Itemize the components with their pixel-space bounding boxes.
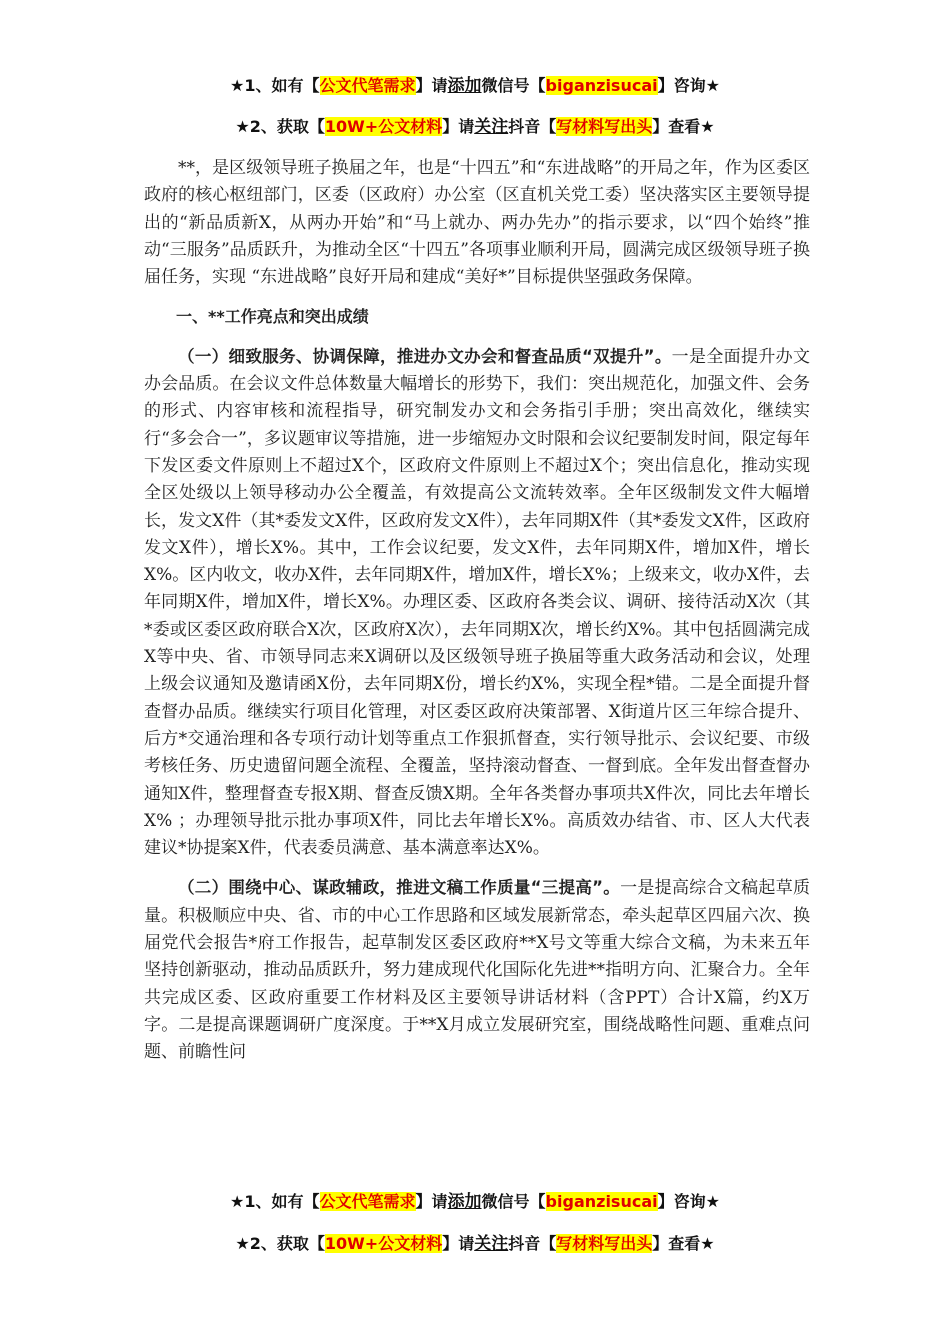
ad-line-2 [0,112,950,137]
ad-text: 】请 [442,117,475,136]
ad-text: 】请 [415,1192,448,1211]
ad-text: 】查看★ [652,117,715,136]
ad-text: 】请 [442,1234,475,1253]
ad-emphasis: 添加 [447,1192,482,1212]
ad-text: ★1、如有【 [230,76,320,95]
ad-text: 】请 [415,76,448,95]
ad-text: 抖音【 [508,117,557,136]
document-body [144,155,810,1067]
ad-highlight: 写材料写出头 [556,117,653,136]
section-paragraph-2 [144,874,810,1066]
ad-line-2-footer [0,1229,950,1254]
ad-text: ★2、获取【 [235,1234,325,1253]
paragraph-text: 一是提高综合文稿起草质量。积极顺应中央、省、市的中心工作思路和区域发展新常态，牵头起草区四届六次、换届党代会报告*府工作报告，起草制发区委区政府**X号文等重大综合文稿，为未来五年坚持创新驱动，推动品质跃升，努力建成现代化国际化先进**指明方向、汇聚合力。全年共完成区委、区政府重要工作材料及区主要领导讲话材料（含PPT）合计X篇，约X万字。二是提高课题调研广度深度。于**X月成立发展研究室，围绕战略性问题、重难点问题、前瞻性问 [144,878,810,1063]
ad-highlight: 10W+公文材料 [324,1234,443,1253]
ad-text: 微信号【 [481,76,546,95]
ad-highlight: 公文代笔需求 [319,1192,416,1211]
section-heading: 一、**工作亮点和突出成绩 [176,307,369,327]
ad-text: 】查看★ [652,1234,715,1253]
paragraph-text: 一是全面提升办文办会品质。在会议文件总体数量大幅增长的形势下，我们：突出规范化，加强文件、会务的形式、内容审核和流程指导，研究制发办文和会务指引手册；突出高效化，继续实行“多会合一”，多议题审议等措施，进一步缩短办文时限和会议纪要制发时间，限定每年下发区委文件原则上不超过X个，区政府文件原则上不超过X个；突出信息化，推动实现全区处级以上领导移动办公全覆盖，有效提高公文流转效率。全年区级制发文件大幅增长，发文X件（其*委发文X件，区政府发文X件），去年同期X件（其*委发文X件，区政府发文X件），增长X%。其中，工作会议纪要，发文X件，去年同期X件，增加X件，增长X%。区内收文，收办X件，去年同期X件，增加X件，增长X%；上级来文，收办X件，去年同期X件，增加X件，增长X%。办理区委、区政府各类会议、调研、接待活动X次（其*委或区委区政府联合X次，区政府X次），去年同期X次，增长约X%。其中包括圆满完成X等中央、省、市领导同志来X调研以及区级领导班子换届等重大政务活动和会议，处理上级会议通知及邀请函X份，去年同期X份，增长约X%，实现全程*错。二是全面提升督查督办品质。继续实行项目化管理，对区委区政府决策部署、X街道片区三年综合提升、后方*交通治理和各专项行动计划等重点工作狠抓督查，实行领导批示、会议纪要、市级考核任务、历史遗留问题全流程、全覆盖，坚持滚动督查、一督到底。全年发出督查督办通知X件，整理督查专报X期、督查反馈X期。全年各类督办事项共X件次，同比去年增长X% ；办理领导批示批办事项X件，同比去年增长X%。高质效办结省、市、区人大代表建议*协提案X件，代表委员满意、基本满意率达X%。 [144,346,810,859]
ad-text: ★1、如有【 [230,1192,320,1211]
ad-text: 】咨询★ [657,1192,720,1211]
ad-text: ★2、获取【 [235,117,325,136]
ad-emphasis: 添加 [447,76,482,96]
subsection-heading: （二）围绕中心、谋政辅政，推进文稿工作质量“三提高”。 [178,878,621,898]
ad-line-1-footer [0,1187,950,1212]
ad-emphasis: 关注 [474,1234,509,1254]
ad-line-1 [0,71,950,96]
ad-text: 抖音【 [508,1234,557,1253]
intro-paragraph: **，是区级领导班子换届之年，也是“十四五”和“东进战略”的开局之年，作为区委区政府的核心枢纽部门，区委（区政府）办公室（区直机关党工委）坚决落实区主要领导提出的“新品质新X，从两办开始”和“马上就办、两办先办”的指示要求，以“四个始终”推动“三服务”品质跃升，为推动全区“十四五”各项事业顺利开局，圆满完成区级领导班子换届任务，实现 “东进战略”良好开局和建成“美好*”目标提供坚强政务保障。 [144,158,810,288]
ad-highlight: 公文代笔需求 [319,76,416,95]
ad-highlight: biganzisucai [545,76,658,95]
subsection-heading: （一）细致服务、协调保障，推进办文办会和督查品质“双提升”。 [178,346,672,366]
section-paragraph-1 [144,343,810,863]
ad-text: 微信号【 [481,1192,546,1211]
ad-highlight: 写材料写出头 [556,1234,653,1253]
ad-emphasis: 关注 [474,117,509,137]
ad-highlight: 10W+公文材料 [324,117,443,136]
ad-text: 】咨询★ [657,76,720,95]
ad-highlight: biganzisucai [545,1192,658,1211]
